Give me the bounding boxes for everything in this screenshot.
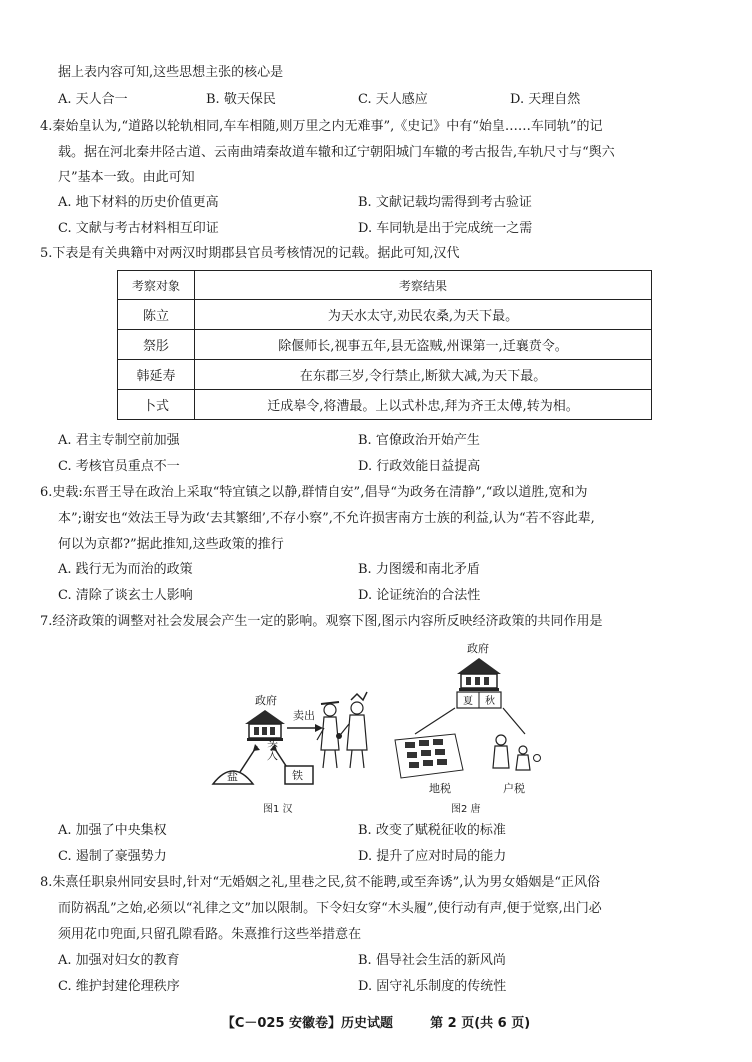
q3-option-a[interactable]: A. 天人合一 [58, 92, 128, 107]
result-text: 迁成皋令,将漕最。上以式朴忠,拜为齐王太傅,转为相。 [267, 399, 579, 414]
table-cell-official: 韩延寿 [118, 360, 195, 390]
fig1-salt-label: 盐 [227, 770, 238, 783]
table-cell-result [195, 390, 652, 420]
q5-assessment-table [117, 270, 652, 420]
q6-option-a[interactable]: A. 践行无为而治的政策 [58, 562, 193, 577]
q5-option-c[interactable]: C. 考核官员重点不一 [58, 459, 180, 474]
table-cell-result [195, 360, 652, 390]
fig2-household-tax-label: 户税 [503, 782, 525, 795]
q8-option-d[interactable]: D. 固守礼乐制度的传统性 [358, 979, 507, 994]
q4-option-c[interactable]: C. 文献与考古材料相互印证 [58, 221, 219, 236]
fig1-buy-label: 买入 [267, 736, 278, 762]
q8-stem-line2: 而防祸乱”之始,必须以“礼律之文”加以限制。下令妇女穿“木头履”,使行动有声,便于觉察,出门必 [58, 901, 602, 916]
table-header-cell: 考察结果 [195, 271, 652, 300]
q7-option-c[interactable]: C. 遏制了豪强势力 [58, 849, 167, 864]
fig1-government-building-icon [245, 710, 285, 741]
q6-option-d[interactable]: D. 论证统治的合法性 [358, 588, 481, 603]
table-row [118, 300, 652, 330]
q3-option-c[interactable]: C. 天人感应 [358, 92, 428, 107]
fig2-farmland-icon [395, 734, 463, 778]
result-text: 为天水太守,劝民农桑,为天下最。 [327, 309, 519, 324]
table-cell-result [195, 330, 652, 360]
q4-option-d[interactable]: D. 车同轨是出于完成统一之需 [358, 221, 533, 236]
q5-option-a[interactable]: A. 君主专制空前加强 [58, 433, 180, 448]
q7-figure [205, 640, 545, 818]
table-row [118, 390, 652, 420]
fig1-buy-arrowhead-salt [253, 744, 260, 751]
fig2-government-building-icon [457, 658, 501, 691]
q6-option-b[interactable]: B. 力图缓和南北矛盾 [358, 562, 480, 577]
fig2-land-tax-label: 地税 [429, 782, 451, 795]
table-header-cell: 考察对象 [118, 271, 195, 300]
q4-stem-line3: 尺”基本一致。由此可知 [58, 170, 195, 185]
q3-stem: 据上表内容可知,这些思想主张的核心是 [58, 65, 284, 80]
q6-stem-line3: 何以为京都?”据此推知,这些政策的推行 [58, 537, 284, 552]
fig2-line-household [503, 708, 525, 734]
q7-option-a[interactable]: A. 加强了中央集权 [58, 823, 167, 838]
fig2-household-people-icon [493, 735, 541, 770]
fig1-iron-label: 铁 [292, 769, 303, 782]
fig2-caption: 图2 唐 [451, 804, 481, 815]
q3-option-b[interactable]: B. 敬天保民 [206, 92, 276, 107]
q6-option-c[interactable]: C. 清除了谈玄士人影响 [58, 588, 193, 603]
q4-stem-line1: 4.秦始皇认为,“道路以轮轨相同,车车相随,则万里之内无难事”,《史记》中有“始皇……车同轨”的记 [40, 119, 603, 134]
table-cell-official: 卜式 [118, 390, 195, 420]
q7-stem: 7.经济政策的调整对社会发展会产生一定的影响。观察下图,图示内容所反映经济政策的共同作用是 [40, 614, 603, 629]
q4-option-b[interactable]: B. 文献记载均需得到考古验证 [358, 195, 532, 210]
q7-option-b[interactable]: B. 改变了赋税征收的标准 [358, 823, 506, 838]
q5-option-b[interactable]: B. 官僚政治开始产生 [358, 433, 480, 448]
fig1-han [213, 692, 367, 815]
table-cell-result [195, 300, 652, 330]
page-number: 第 2 页(共 6 页) [430, 1016, 531, 1031]
fig2-gov-label: 政府 [467, 642, 489, 655]
table-header-row [118, 271, 652, 300]
q5-option-d[interactable]: D. 行政效能日益提高 [358, 459, 481, 474]
page-footer [0, 1012, 752, 1031]
result-text: 除偃师长,视事五年,县无盗贼,州课第一,迁襄贲令。 [278, 339, 568, 354]
q4-stem-line2: 载。据在河北秦井陉古道、云南曲靖秦故道车辙和辽宁朝阳城门车辙的考古报告,车轨尺寸与“舆六 [58, 145, 615, 160]
fig2-tang [395, 641, 541, 815]
q8-stem-line1: 8.朱熹任职泉州同安县时,针对“无婚姻之礼,里巷之民,贫不能聘,或至奔诱”,认为男女婚姻是“正风俗 [40, 875, 601, 890]
q8-option-c[interactable]: C. 维护封建伦理秩序 [58, 979, 180, 994]
table-row [118, 330, 652, 360]
fig2-autumn-label: 秋 [485, 696, 495, 707]
q7-option-d[interactable]: D. 提升了应对时局的能力 [358, 849, 507, 864]
q3-option-d[interactable]: D. 天理自然 [510, 92, 581, 107]
table-cell-official: 陈立 [118, 300, 195, 330]
q4-option-a[interactable]: A. 地下材料的历史价值更高 [58, 195, 219, 210]
q5-stem: 5.下表是有关典籍中对两汉时期郡县官员考核情况的记载。据此可知,汉代 [40, 246, 460, 261]
q8-stem-line3: 须用花巾兜面,只留孔隙看路。朱熹推行这些举措意在 [58, 927, 362, 942]
table-cell-official: 祭肜 [118, 330, 195, 360]
fig1-sell-label: 卖出 [293, 709, 315, 722]
q8-option-b[interactable]: B. 倡导社会生活的新风尚 [358, 953, 506, 968]
q8-option-a[interactable]: A. 加强对妇女的教育 [58, 953, 180, 968]
fig1-gov-label: 政府 [255, 694, 277, 707]
fig2-summer-label: 夏 [463, 696, 473, 707]
fig1-caption: 图1 汉 [263, 804, 293, 815]
fig1-people-figures-icon [317, 692, 367, 768]
fig2-line-land [415, 708, 455, 734]
table-row [118, 360, 652, 390]
exam-code: 【C－025 安徽卷】历史试题 [221, 1016, 394, 1031]
result-text: 在东郡三岁,令行禁止,断狱大减,为天下最。 [299, 369, 547, 384]
q6-stem-line1: 6.史载:东晋王导在政治上采取“特宜镇之以静,群情自安”,倡导“为政务在清静”,“政以道胜,宽和为 [40, 485, 588, 500]
q6-stem-line2: 本”;谢安也“效法王导为政‘去其繁细’,不存小察”,不允许损害南方士族的利益,认为“若不容此辈, [58, 511, 595, 526]
